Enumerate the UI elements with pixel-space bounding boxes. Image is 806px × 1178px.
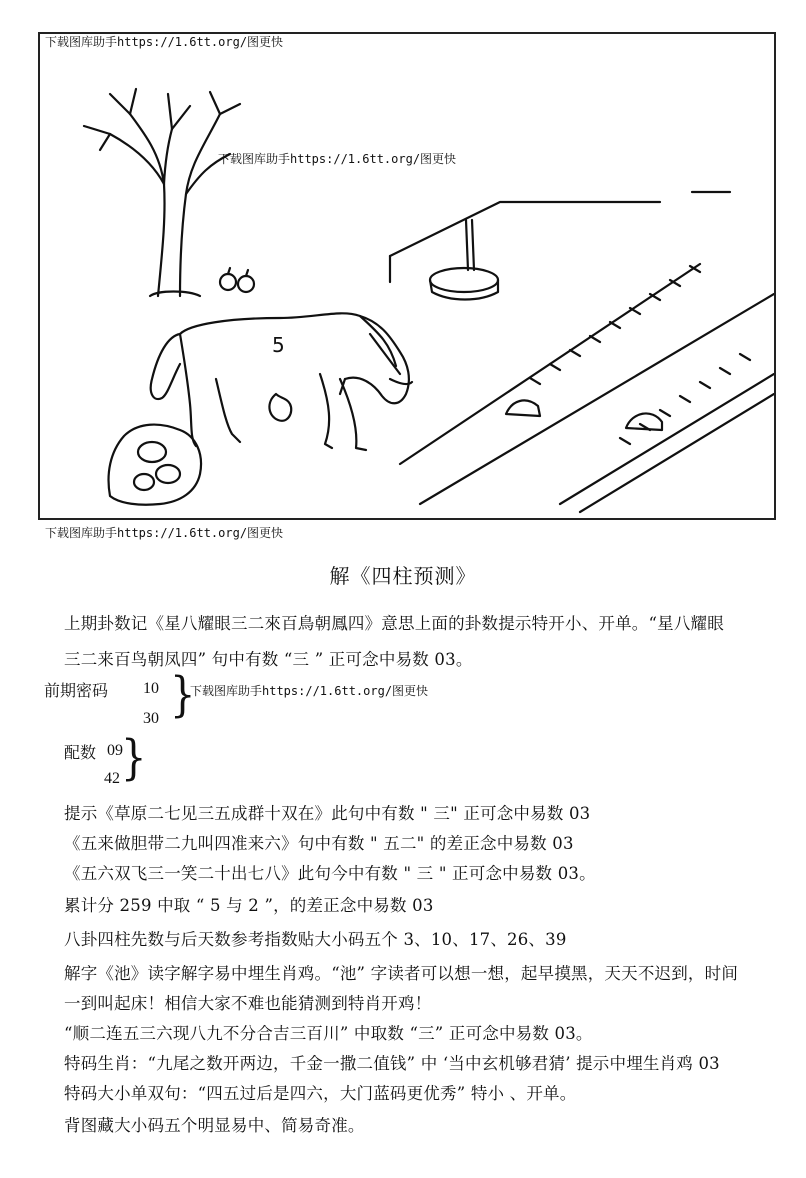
body-line-11: 背图藏大小码五个明显易中、简易奇准。 <box>64 1116 365 1135</box>
illustration-frame <box>38 32 776 520</box>
body-line-2: 《五来做胆带二九叫四准来六》句中有数 " 五二" 的差正念中易数 03 <box>64 834 574 853</box>
tree <box>84 89 240 296</box>
horse-illustration <box>40 34 774 518</box>
match-label: 配数 <box>64 743 97 762</box>
body-line-8: “顺二连五三六现八九不分合吉三百川” 中取数 “三” 正可念中易数 03。 <box>64 1024 593 1043</box>
body-line-3: 《五六双飞三一笑二十出七八》此句今中有数 " 三 " 正可念中易数 03。 <box>64 864 596 883</box>
watermark-text-area: 下载图库助手https://1.6tt.org/图更快 <box>190 684 429 698</box>
body-line-9: 特码生肖：“九尾之数开两边，千金一撒二值钱” 中 ‘当中玄机够君猜’ 提示中埋生肖鸡 03 <box>64 1054 720 1073</box>
match-value-1: 09 <box>107 742 123 759</box>
prev-code-brace: } <box>170 667 196 723</box>
watermark-bottom-left: 下载图库助手https://1.6tt.org/图更快 <box>45 526 284 540</box>
body-line-7: 一到叫起床！相信大家不难也能猜测到特肖开鸡！ <box>64 994 432 1013</box>
body-line-6: 解字《池》读字解字易中埋生肖鸡。“池” 字读者可以想一想，起早摸黑，天天不迟到，时间 <box>64 964 739 983</box>
body-line-10: 特码大小单双句：“四五过后是四六，大门蓝码更优秀” 特小 、开单。 <box>64 1084 577 1103</box>
body-line-4: 累计分 259 中取 “ 5 与 2 ”，的差正念中易数 03 <box>64 896 434 915</box>
prev-code-label: 前期密码 <box>44 681 109 700</box>
body-line-1: 提示《草原二七见三五成群十双在》此句中有数 " 三" 正可念中易数 03 <box>64 804 591 823</box>
watermark-top-left: 下载图库助手https://1.6tt.org/图更快 <box>45 35 284 49</box>
prev-code-value-2: 30 <box>143 710 159 727</box>
body-line-5: 八卦四柱先数与后天数参考指数贴大小码五个 3、10、17、26、39 <box>64 930 567 949</box>
paragraph-line-1: 上期卦数记《星八耀眼三二來百鳥朝鳳四》意思上面的卦数提示特开小、开单。“星八耀眼 <box>64 614 724 633</box>
watermark-center: 下载图库助手https://1.6tt.org/图更快 <box>218 152 457 166</box>
road <box>390 192 774 512</box>
horse-number: 5 <box>272 333 285 357</box>
paragraph-line-2: 三二来百鸟朝凤四” 句中有数 “三 ” 正可念中易数 03。 <box>64 650 473 669</box>
match-brace: } <box>121 730 147 786</box>
prev-code-value-1: 10 <box>143 680 159 697</box>
boulder <box>109 425 201 505</box>
page-title: 解《四柱预测》 <box>329 564 477 588</box>
match-value-2: 42 <box>104 770 120 787</box>
